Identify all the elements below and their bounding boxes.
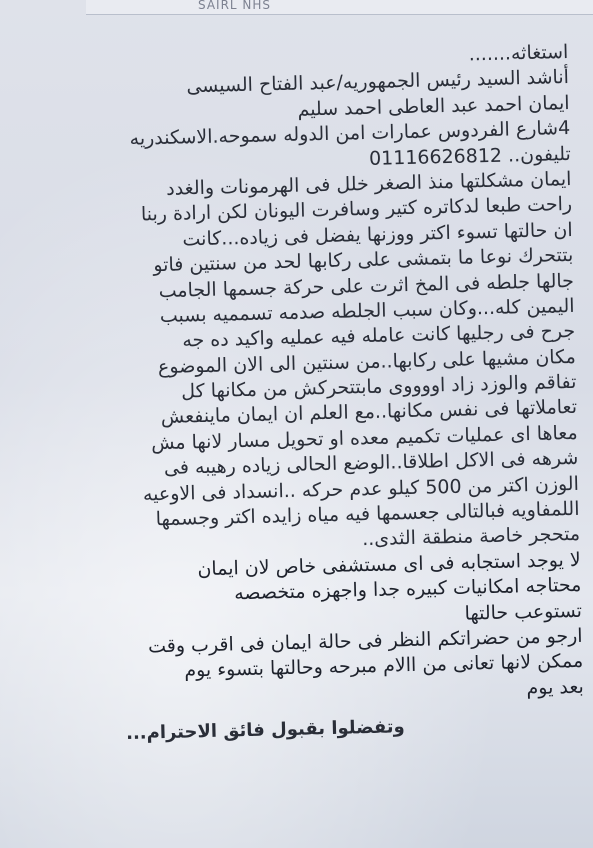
body-line-handwritten: بعد يوم bbox=[526, 675, 585, 699]
body-line: جالها جلطه فى المخ اثرت على حركة جسمها الجامب bbox=[158, 269, 575, 302]
body-line: متحجر خاصة منطقة الثدى.. bbox=[361, 523, 581, 551]
body-line-handwritten: تستوعب حالتها bbox=[464, 599, 583, 625]
body-line: اليمين كله...وكان سبب الجلطه صدمه تسمميه بسبب bbox=[159, 294, 575, 327]
body-line-handwritten: محتاجه امكانيات كبيره جدا واجهزه متخصصه bbox=[233, 574, 582, 605]
body-line: ان حالتها تسوء اكتر ووزنها يفضل فى زياده...كانت bbox=[182, 218, 573, 251]
body-line: الوزن اكتر من 500 كيلو عدم حركه ..انسداد فى الاوعيه bbox=[142, 472, 580, 506]
body-line-handwritten: لا يوجد استجابه فى اى مستشفى خاص لان ايمان bbox=[197, 548, 581, 581]
body-line: معاها اى عمليات تكميم معده او تحويل مسار لانها مش bbox=[150, 421, 578, 455]
paper-top-edge bbox=[86, 0, 593, 15]
phone-line: تليفون.. 01116626812 bbox=[368, 142, 572, 170]
body-line: راحت طبعا لدكاتره كتير وسافرت اليونان لكن ارادة ربنا bbox=[140, 193, 573, 226]
letter-title: استغاثه....... bbox=[468, 40, 569, 66]
body-line-handwritten: ارجو من حضراتكم النظر فى حالة ايمان فى اقرب وقت bbox=[147, 624, 583, 658]
body-line: تفاقم والوزد زاد اووووى مابتتحركش من مكانها كل bbox=[180, 370, 577, 403]
patient-name-line: ايمان احمد عبد العاطى احمد سليم bbox=[297, 91, 570, 121]
body-line: تعاملاتها فى نفس مكانها..مع العلم ان ايمان ماينفعش bbox=[160, 396, 578, 429]
body-line-handwritten: ممكن لانها تعانى من االام مبرحه وحالتها بتسوء يوم bbox=[184, 650, 584, 682]
addressee-line: أناشد السيد رئيس الجمهوريه/عبد الفتاح السيسى bbox=[186, 66, 570, 98]
body-line: مكان مشيها على ركابها..من سنتين الى الان الموضوع bbox=[157, 345, 577, 378]
closing-line: وتفضلوا بقبول فائق الاحترام... bbox=[125, 716, 405, 745]
body-line: جرح فى رجليها كانت عامله فيه عمليه واكيد ده جه bbox=[182, 320, 576, 352]
body-line: اللمفاويه فبالتالى جعسمها فيه مياه زايده اكتر وجسمها bbox=[155, 497, 580, 531]
address-line: 4شارع الفردوس عمارات امن الدوله سموحه.الاسكندريه bbox=[129, 117, 571, 150]
faint-heading: SAIRL NHS bbox=[198, 0, 272, 12]
body-line: شرهه فى الاكل اطلاقا..الوضع الحالى زياده رهيبه فى bbox=[163, 447, 579, 480]
letter-body bbox=[0, 40, 585, 749]
body-line: ايمان مشكلتها منذ الصغر خلل فى الهرمونات والغدد bbox=[165, 167, 572, 200]
body-line: بتتحرك نوعا ما بتمشى على ركابها لحد من سنتين فاتو bbox=[153, 244, 574, 277]
